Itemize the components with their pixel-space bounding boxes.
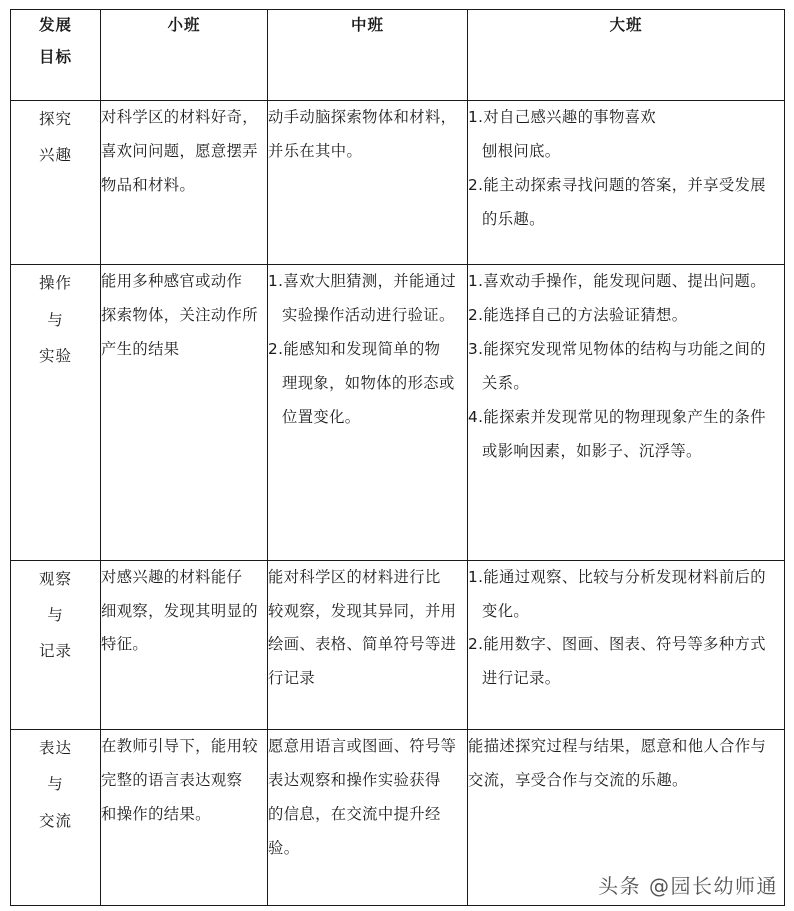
cell-line: 能用多种感官或动作 <box>101 272 243 291</box>
cell-line: 和操作的结果。 <box>101 804 211 823</box>
goal-label-cell <box>11 560 101 729</box>
goal-label-line: 探究 <box>38 110 72 128</box>
cell-line: 刨根问底。 <box>482 141 561 160</box>
cell-big-class <box>468 265 785 560</box>
goal-label-line: 表达 <box>38 738 72 757</box>
column-header-middle-class: 中班 <box>268 10 468 101</box>
cell-line: 位置变化。 <box>282 408 361 427</box>
cell-line: 对科学区的材料好奇， <box>101 108 258 126</box>
cell-line: 能对科学区的材料进行比 <box>268 567 441 586</box>
cell-line: 的乐趣。 <box>482 209 545 228</box>
cell-line: 行记录 <box>268 669 316 688</box>
cell-middle-class <box>268 560 468 729</box>
goal-label-cell <box>11 265 101 560</box>
cell-line: 2.能选择自己的方法验证猜想。 <box>468 306 688 325</box>
cell-line: 较观察，发现其异同，并用 <box>268 601 457 620</box>
cell-line: 特征。 <box>101 635 149 654</box>
column-header-goal <box>11 10 101 101</box>
column-header-big-class: 大班 <box>468 10 785 101</box>
cell-line: 产生的结果 <box>101 340 180 359</box>
cell-middle-class <box>268 101 468 265</box>
cell-line: 动手动脑探索物体和材料， <box>268 108 457 126</box>
goal-label-line: 记录 <box>38 642 72 661</box>
cell-small-class <box>101 729 268 905</box>
cell-middle-class <box>268 729 468 905</box>
cell-line: 喜欢问问题，愿意摆弄 <box>101 141 258 160</box>
table-row <box>11 101 785 265</box>
cell-line: 细观察，发现其明显的 <box>101 601 258 620</box>
cell-line: 进行记录。 <box>482 669 561 688</box>
cell-line: 验。 <box>268 838 300 857</box>
cell-line: 3.能探究发现常见物体的结构与功能之间的 <box>468 340 766 359</box>
cell-line: 理现象，如物体的形态或 <box>282 374 455 393</box>
goal-label-line: 与 <box>47 310 64 329</box>
table-header-row <box>11 10 785 101</box>
cell-big-class <box>468 101 785 265</box>
cell-line: 4.能探索并发现常见的物理现象产生的条件 <box>468 408 766 427</box>
watermark-text: 头条 @园长幼师通 <box>598 874 778 898</box>
cell-big-class <box>468 560 785 729</box>
cell-line: 1.喜欢动手操作，能发现问题、提出问题。 <box>468 272 766 291</box>
cell-line: 2.能感知和发现简单的物 <box>268 340 441 359</box>
column-header-goal-line-2: 目标 <box>38 47 72 66</box>
cell-line: 实验操作活动进行验证。 <box>282 306 455 325</box>
cell-line: 变化。 <box>482 601 530 620</box>
cell-small-class <box>101 560 268 729</box>
goal-label-line: 与 <box>47 605 64 624</box>
column-header-small-class: 小班 <box>101 10 268 101</box>
cell-line: 2.能主动探索寻找问题的答案，并享受发展 <box>468 175 766 194</box>
cell-line: 1.能通过观察、比较与分析发现材料前后的 <box>468 567 766 586</box>
goal-label-cell <box>11 101 101 265</box>
cell-line: 关系。 <box>482 374 530 393</box>
cell-line: 并乐在其中。 <box>268 141 363 160</box>
cell-line: 表达观察和操作实验获得 <box>268 770 441 789</box>
cell-line: 完整的语言表达观察 <box>101 770 243 789</box>
cell-big-class <box>468 729 785 905</box>
goal-label-line: 操作 <box>38 274 72 293</box>
cell-line: 探索物体，关注动作所 <box>101 306 258 325</box>
cell-line: 或影响因素，如影子、沉浮等。 <box>482 441 702 460</box>
cell-line: 对感兴趣的材料能仔 <box>101 567 243 586</box>
cell-line: 物品和材料。 <box>101 175 196 194</box>
column-header-goal-line-1: 发展 <box>38 16 72 34</box>
goal-label-line: 观察 <box>38 569 72 588</box>
cell-middle-class <box>268 265 468 560</box>
goal-label-line: 与 <box>47 775 64 794</box>
cell-line: 的信息，在交流中提升经 <box>268 804 441 823</box>
cell-small-class <box>101 101 268 265</box>
cell-line: 2.能用数字、图画、图表、符号等多种方式 <box>468 635 766 654</box>
cell-line: 1.喜欢大胆猜测，并能通过 <box>268 272 457 291</box>
goal-label-line: 交流 <box>38 811 72 830</box>
development-goals-table <box>10 9 785 906</box>
cell-line: 绘画、表格、简单符号等进 <box>268 635 457 654</box>
cell-line: 愿意用语言或图画、符号等 <box>268 736 457 755</box>
cell-line: 能描述探究过程与结果，愿意和他人合作与 <box>468 736 767 755</box>
goal-label-line: 兴趣 <box>38 146 72 165</box>
cell-line: 1.对自己感兴趣的事物喜欢 <box>468 108 657 126</box>
table-row <box>11 265 785 560</box>
cell-line: 交流，享受合作与交流的乐趣。 <box>468 770 688 789</box>
table-row <box>11 560 785 729</box>
table-container <box>10 9 784 906</box>
cell-small-class <box>101 265 268 560</box>
goal-label-cell <box>11 729 101 905</box>
goal-label-line: 实验 <box>38 347 72 366</box>
table-row <box>11 729 785 905</box>
cell-line: 在教师引导下，能用较 <box>101 736 258 755</box>
